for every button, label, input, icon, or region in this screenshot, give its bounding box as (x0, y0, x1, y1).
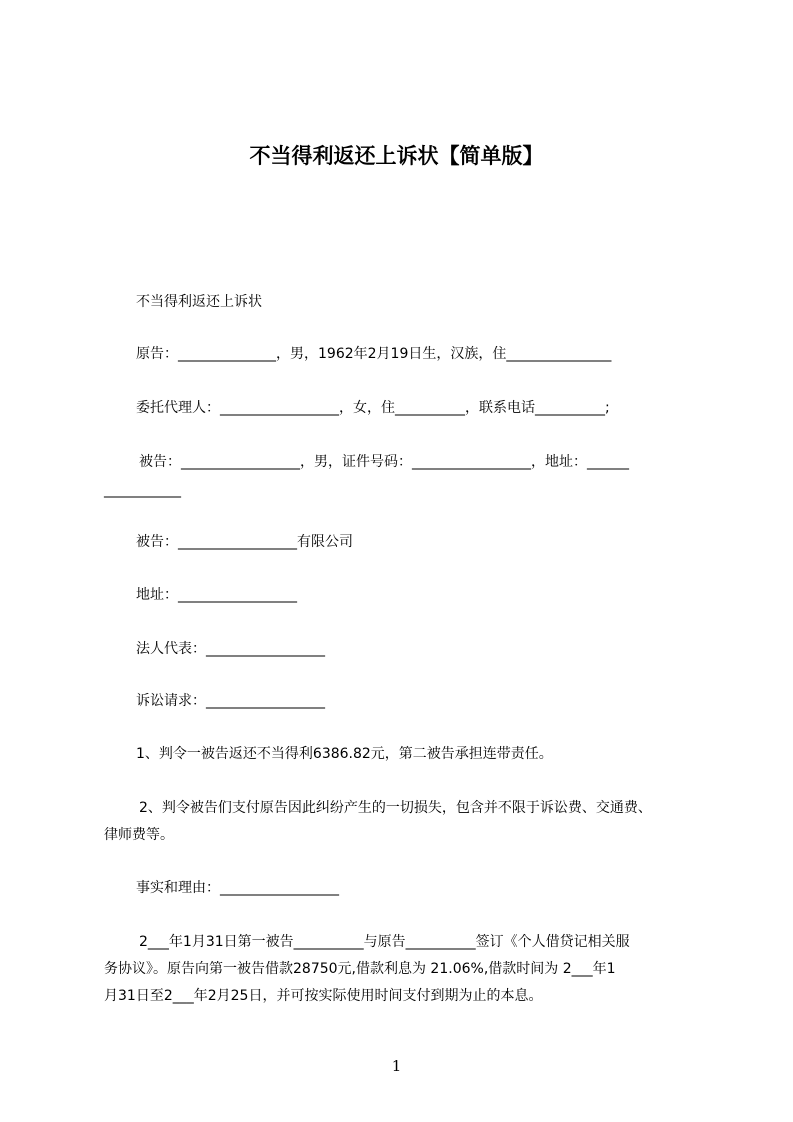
claim-item-2-continued: 律师费等。 (104, 827, 174, 843)
claim-item-1: 1、判令一被告返还不当得利6386.82元，第二被告承担连带责任。 (136, 746, 553, 762)
heading-paragraph: 不当得利返还上诉状 (136, 294, 262, 310)
claim-item-2: 2、判令被告们支付原告因此纠纷产生的一切损失，包含并不限于诉讼费、交通费、 (139, 800, 652, 816)
facts-heading-line: 事实和理由：_________________ (136, 880, 339, 896)
facts-paragraph-line-1: 2___年1月31日第一被告__________与原告__________签订《个人借贷记相关服 (139, 934, 630, 950)
defendant-company-line: 被告：_________________有限公司 (136, 534, 353, 550)
plaintiff-line: 原告：______________，男，1962年2月19日生，汉族，住_______________ (136, 346, 612, 362)
facts-paragraph-line-3: 月31日至2___年2月25日，并可按实际使用时间支付到期为止的本息。 (104, 988, 543, 1004)
facts-paragraph-line-2: 务协议》。原告向第一被告借款28750元,借款利息为 21.06%,借款时间为 2___年1 (104, 961, 616, 977)
document-title: 不当得利返还上诉状【简单版】 (249, 144, 544, 168)
legal-rep-line: 法人代表：_________________ (136, 641, 325, 657)
address-line: 地址：_________________ (136, 587, 297, 603)
defendant-line: 被告：_________________，男，证件号码：_________________，地址：______ (139, 454, 629, 470)
defendant-line-continued: ___________ (104, 482, 181, 498)
page-number: 1 (391, 1057, 402, 1075)
agent-line: 委托代理人：_________________，女，住__________，联系电话__________; (136, 400, 610, 416)
claims-line: 诉讼请求：_________________ (136, 693, 325, 709)
